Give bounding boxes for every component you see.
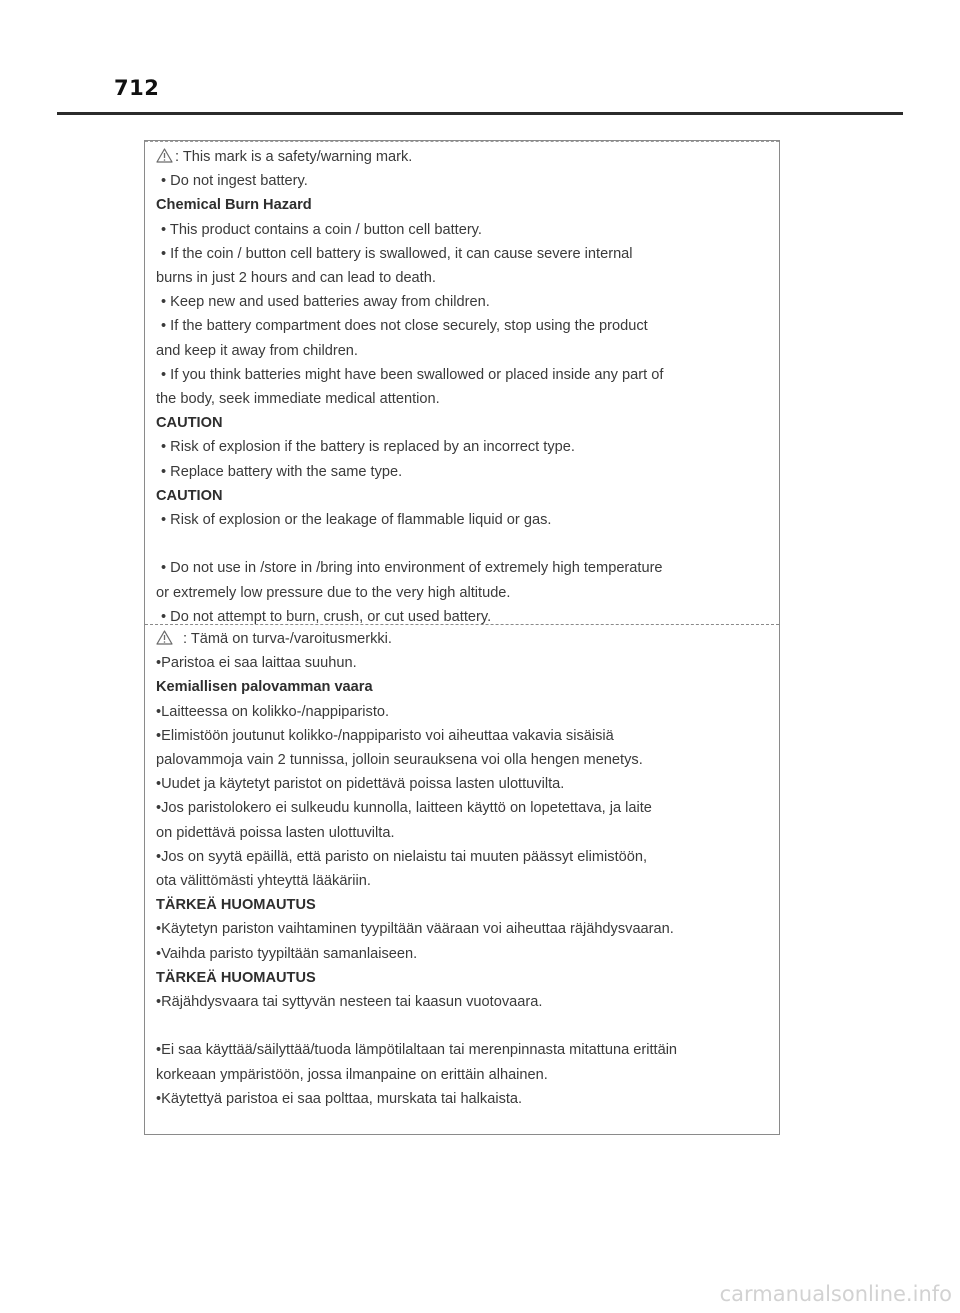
english-warning-mark-line xyxy=(156,145,775,169)
text-line: •Jos on syytä epäillä, että paristo on nielaistu tai muuten päässyt elimistöön, xyxy=(156,848,648,865)
header-rule xyxy=(57,112,903,115)
text-line: • Do not ingest battery. xyxy=(161,173,308,190)
footer-watermark: carmanualsonline.info xyxy=(719,1282,952,1306)
text-line: burns in just 2 hours and can lead to death. xyxy=(156,270,436,287)
text-line: •Paristoa ei saa laittaa suuhun. xyxy=(156,655,357,672)
section-divider xyxy=(145,624,779,625)
text-line: ota välittömästi yhteyttä lääkäriin. xyxy=(156,873,371,890)
text-line: and keep it away from children. xyxy=(156,342,358,359)
text-line: • If the battery compartment does not close securely, stop using the product xyxy=(161,318,648,335)
english-section xyxy=(156,145,775,629)
finnish-section xyxy=(156,627,775,1111)
warning-triangle-icon xyxy=(156,630,173,645)
section-heading: Kemiallisen palovamman vaara xyxy=(156,679,373,696)
warning-triangle-icon xyxy=(156,148,173,163)
english-warning-mark-text: : This mark is a safety/warning mark. xyxy=(175,149,413,165)
page-number: 712 xyxy=(114,76,160,100)
text-line: •Ei saa käyttää/säilyttää/tuoda lämpötilaltaan tai merenpinnasta mitattuna erittäin xyxy=(156,1042,678,1059)
blank-line xyxy=(156,1014,775,1038)
top-dashed-border xyxy=(145,141,779,142)
section-heading: TÄRKEÄ HUOMAUTUS xyxy=(156,897,316,914)
text-line: •Käytetyn pariston vaihtaminen tyypiltään vääraan voi aiheuttaa räjähdysvaaran. xyxy=(156,921,674,938)
text-line: • If the coin / button cell battery is swallowed, it can cause severe internal xyxy=(161,245,633,262)
english-lines xyxy=(156,169,775,629)
text-line: or extremely low pressure due to the very high altitude. xyxy=(156,584,511,601)
finnish-lines xyxy=(156,651,775,1111)
text-line: •Uudet ja käytetyt paristot on pidettävä poissa lasten ulottuvilta. xyxy=(156,776,565,793)
text-line: • Replace battery with the same type. xyxy=(161,463,403,480)
text-line: • Risk of explosion or the leakage of flammable liquid or gas. xyxy=(161,512,552,529)
finnish-warning-mark-text: : Tämä on turva-/varoitusmerkki. xyxy=(183,631,392,647)
section-heading: CAUTION xyxy=(156,415,223,432)
text-line: korkeaan ympäristöön, jossa ilmanpaine on erittäin alhainen. xyxy=(156,1066,548,1083)
text-line: • Keep new and used batteries away from children. xyxy=(161,294,490,311)
text-line: • If you think batteries might have been swallowed or placed inside any part of xyxy=(161,366,664,383)
text-line: on pidettävä poissa lasten ulottuvilta. xyxy=(156,824,395,841)
finnish-warning-mark-line xyxy=(156,627,775,651)
text-line: • Risk of explosion if the battery is replaced by an incorrect type. xyxy=(161,439,575,456)
text-line: • Do not attempt to burn, crush, or cut used battery. xyxy=(161,608,492,625)
section-heading: TÄRKEÄ HUOMAUTUS xyxy=(156,969,316,986)
text-line: •Vaihda paristo tyypiltään samanlaiseen. xyxy=(156,945,418,962)
text-line: • Do not use in /store in /bring into environment of extremely high temperature xyxy=(161,560,663,577)
text-line: •Laitteessa on kolikko-/nappiparisto. xyxy=(156,703,390,720)
blank-line xyxy=(156,532,775,556)
text-line: •Räjähdysvaara tai syttyvän nesteen tai kaasun vuotovaara. xyxy=(156,994,543,1011)
text-line: • This product contains a coin / button cell battery. xyxy=(161,221,482,238)
text-line: •Käytettyä paristoa ei saa polttaa, murskata tai halkaista. xyxy=(156,1090,523,1107)
section-heading: CAUTION xyxy=(156,487,223,504)
text-line: •Jos paristolokero ei sulkeudu kunnolla, laitteen käyttö on lopetettava, ja laite xyxy=(156,800,652,817)
section-heading: Chemical Burn Hazard xyxy=(156,197,312,214)
battery-safety-notice-box xyxy=(144,140,780,1135)
text-line: palovammoja vain 2 tunnissa, jolloin seurauksena voi olla hengen menetys. xyxy=(156,752,643,769)
text-line: •Elimistöön joutunut kolikko-/nappiparisto voi aiheuttaa vakavia sisäisiä xyxy=(156,727,614,744)
text-line: the body, seek immediate medical attention. xyxy=(156,391,440,408)
